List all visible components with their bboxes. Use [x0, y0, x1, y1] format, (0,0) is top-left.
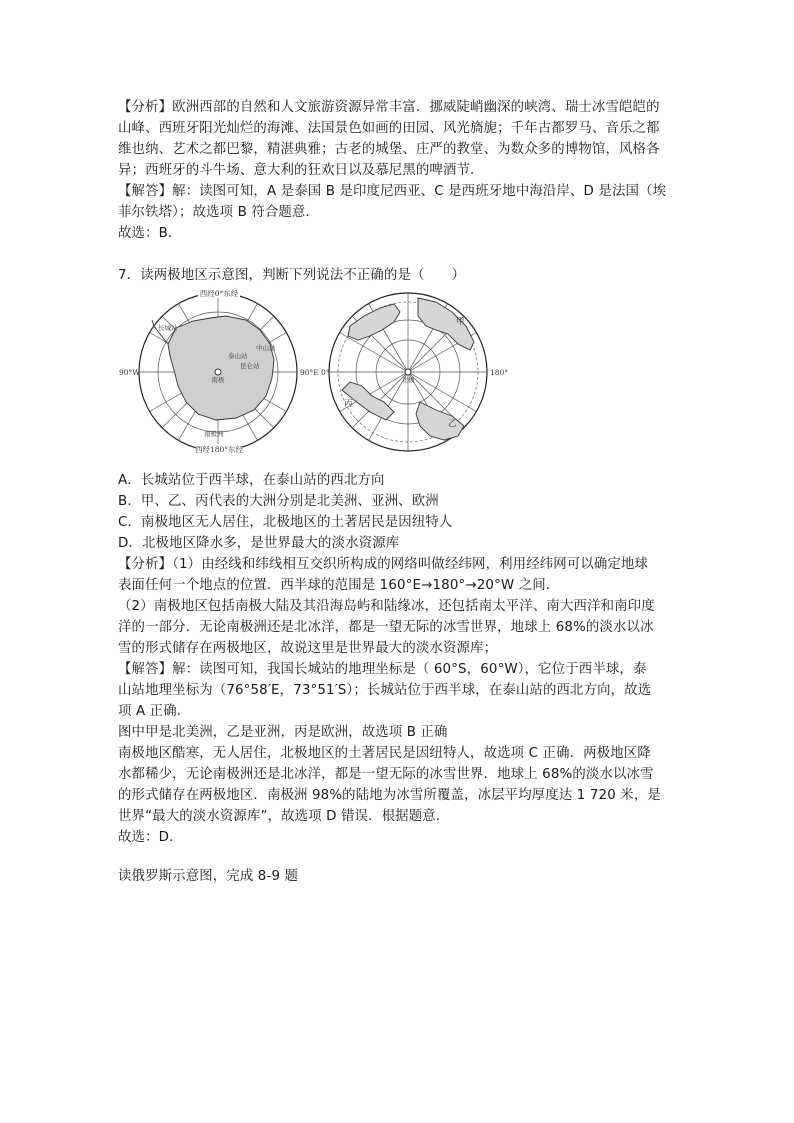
north-map-left-label: 0° [321, 368, 330, 377]
answer-tag: 【解答】 [118, 662, 173, 677]
south-map-bottom-label: 西经180°东经 [194, 445, 244, 454]
q7-answer-line-2: 山站地理坐标为（76°58′E，73°51′S）；长城站位于西半球，在泰山站的西北方向，故选 [118, 683, 652, 698]
q6-choice: 故选：B． [118, 226, 182, 241]
label-bing: 丙 [344, 399, 353, 409]
q7-answer-line-6: 水都稀少，无论南极洲还是北冰洋，都是一望无际的冰雪世界．地球上 68%的淡水以冰雪 [118, 767, 654, 782]
q6-analysis-line-4: 异；西班牙的斗牛场、意大利的狂欢日以及慕尼黑的啤酒节． [118, 163, 484, 178]
q7-analysis-line-1: 【分析】（1）由经线和纬线相互交织所构成的网络叫做经纬网，利用经纬网可以确定地球 [118, 557, 649, 572]
station-kunlun: 昆仑站 [240, 362, 260, 370]
q7-option-c: C．南极地区无人居住，北极地区的土著居民是因纽特人 [118, 515, 453, 530]
q7-analysis-line-4: 洋的一部分．无论南极洲还是北冰洋，都是一望无际的冰雪世界，地球上 68%的淡水以冰 [118, 620, 654, 635]
q7-analysis-line-5: 雪的形式储存在两极地区，故说这里是世界最大的淡水资源库； [118, 641, 498, 656]
polar-maps-figure [118, 286, 518, 461]
q7-answer-line-4: 图中甲是北美洲，乙是亚洲，丙是欧洲，故选项 B 正确 [118, 725, 448, 740]
q7-option-b: B．甲、乙、丙代表的大洲分别是北美洲、亚洲、欧洲 [118, 494, 439, 509]
north-map-center-label: 北极 [401, 376, 415, 384]
south-map-left-label: 90°W [119, 368, 141, 377]
south-map-center-label: 南极 [211, 376, 225, 384]
q8-9-intro: 读俄罗斯示意图，完成 8-9 题 [118, 869, 299, 884]
q7-answer-line-7: 的形式储存在两极地区．南极洲 98%的陆地为冰雪所覆盖，冰层平均厚度达 1 720 米，是 [118, 788, 661, 803]
north-polar-map [321, 293, 508, 451]
q7-answer-line-1: 【解答】解：读图可知，我国长城站的地理坐标是（ 60°S，60°W），它位于西半球，泰 [118, 662, 647, 677]
analysis-tag: 【分析】 [118, 100, 173, 115]
q7-answer-line-8: 世界“最大的淡水资源库”，故选项 D 错误．根据题意． [118, 809, 450, 824]
station-zhongshan: 中山站 [256, 344, 276, 352]
q7-answer-line-3: 项 A 正确． [118, 704, 191, 719]
south-map-top-label: 西经0°东经 [199, 289, 239, 298]
label-jia: 甲 [456, 317, 465, 327]
q6-analysis-line-1: 【分析】欧洲西部的自然和人文旅游资源异常丰富．挪威陡峭幽深的峡湾、瑞士冰雪皑皑的 [118, 100, 660, 115]
q7-analysis-line-2: 表面任何一个地点的位置．西半球的范围是 160°E→180°→20°W 之间． [118, 578, 560, 593]
south-polar-map [119, 288, 319, 454]
south-map-right-label: 90°E [300, 368, 319, 377]
q7-answer-line-5: 南极地区酷寒，无人居住，北极地区的土著居民是因纽特人，故选项 C 正确．两极地区降 [118, 746, 651, 761]
south-map-region-label: 南极洲 [204, 430, 224, 438]
analysis-tag: 【分析】 [118, 557, 173, 572]
q7-analysis-line-3: （2）南极地区包括南极大陆及其沿海岛屿和陆缘冰，还包括南太平洋、南大西洋和南印度 [118, 599, 655, 614]
station-taishan: 泰山站 [228, 352, 248, 360]
polar-maps-svg [118, 286, 518, 461]
q6-answer-line-1: 【解答】解：读图可知，A 是泰国 B 是印度尼西亚、C 是西班牙地中海沿岸、D 是法国（埃 [118, 184, 667, 199]
q7-choice: 故选：D． [118, 830, 183, 845]
q7-option-a: A．长城站位于西半球，在泰山站的西北方向 [118, 473, 385, 488]
q7-option-d: D．北极地区降水多，是世界最大的淡水资源库 [118, 536, 400, 551]
q7-stem: 7．读两极地区示意图，判断下列说法不正确的是（ ） [118, 268, 466, 283]
q6-answer-line-2: 菲尔铁塔）；故选项 B 符合题意． [118, 205, 320, 220]
answer-tag: 【解答】 [118, 184, 173, 199]
label-yi: 乙 [448, 419, 457, 429]
q6-analysis-line-2: 山峰、西班牙阳光灿烂的海滩、法国景色如画的田园、风光旖旎；千年古都罗马、音乐之都 [118, 121, 660, 136]
north-map-right-label: 180° [490, 368, 509, 377]
q6-analysis-line-3: 维也纳、艺术之都巴黎，精湛典雅；古老的城堡、庄严的教堂、为数众多的博物馆，风格各 [118, 142, 660, 157]
station-great-wall: 长城站 [158, 324, 178, 332]
